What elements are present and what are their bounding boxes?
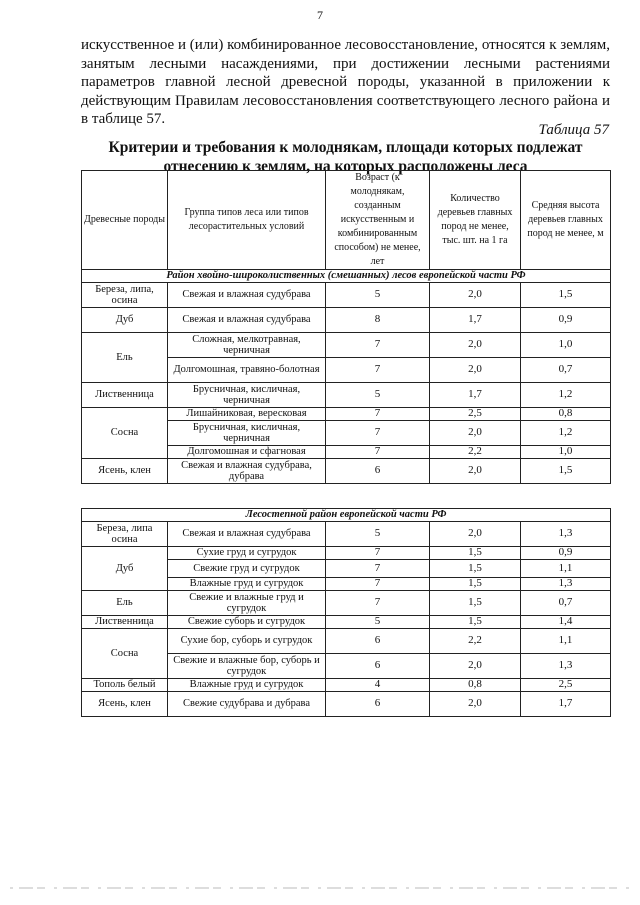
cell-age: 7	[326, 560, 430, 578]
cell-height: 0,7	[521, 358, 611, 383]
cell-count: 1,5	[430, 560, 521, 578]
cell-height: 1,4	[521, 616, 611, 629]
cell-age: 7	[326, 591, 430, 616]
table-label: Таблица 57	[538, 122, 609, 138]
cell-height: 1,3	[521, 578, 611, 591]
cell-height: 1,2	[521, 383, 611, 408]
cell-count: 2,0	[430, 522, 521, 547]
table-row	[82, 616, 611, 629]
cell-height: 1,1	[521, 629, 611, 654]
criteria-table-2	[81, 508, 611, 717]
cell-height: 2,5	[521, 679, 611, 692]
cell-age: 5	[326, 522, 430, 547]
cell-type: Свежая и влажная судубрава	[168, 308, 326, 333]
cell-type: Свежие и влажные груд и сугрудок	[168, 591, 326, 616]
cell-count: 1,5	[430, 616, 521, 629]
cell-species: Береза, липа осина	[82, 522, 168, 547]
cell-species: Ясень, клен	[82, 459, 168, 484]
table-title: Критерии и требования к молоднякам, площади которых подлежат отнесению к землям, на которых расположены леса	[108, 139, 583, 175]
cell-count: 2,2	[430, 446, 521, 459]
header-species: Древесные породы	[82, 171, 168, 270]
cell-count: 2,0	[430, 421, 521, 446]
cell-type: Сложная, мелкотравная, черничная	[168, 333, 326, 358]
cell-species: Сосна	[82, 629, 168, 679]
cell-height: 1,0	[521, 333, 611, 358]
cell-count: 1,5	[430, 578, 521, 591]
cell-age: 5	[326, 283, 430, 308]
cell-type: Свежие судубрава и дубрава	[168, 692, 326, 717]
cell-type: Сухие бор, суборь и сугрудок	[168, 629, 326, 654]
header-height: Средняя высота деревьев главных пород не менее, м	[521, 171, 611, 270]
cell-type: Лишайниковая, вересковая	[168, 408, 326, 421]
cell-height: 0,9	[521, 547, 611, 560]
cell-count: 2,0	[430, 459, 521, 484]
table-row	[82, 408, 611, 421]
cell-age: 8	[326, 308, 430, 333]
cell-height: 1,0	[521, 446, 611, 459]
cell-type: Свежие груд и сугрудок	[168, 560, 326, 578]
cell-age: 7	[326, 358, 430, 383]
cell-species: Дуб	[82, 308, 168, 333]
page-number: 7	[317, 8, 323, 22]
cell-height: 0,7	[521, 591, 611, 616]
cell-height: 1,7	[521, 692, 611, 717]
cell-age: 7	[326, 408, 430, 421]
table-row	[82, 679, 611, 692]
cell-type: Свежая и влажная судубрава	[168, 283, 326, 308]
cell-height: 1,3	[521, 654, 611, 679]
table-row	[82, 547, 611, 560]
cell-type: Влажные груд и сугрудок	[168, 578, 326, 591]
cell-height: 1,5	[521, 283, 611, 308]
table-row	[82, 333, 611, 358]
cell-species: Ясень, клен	[82, 692, 168, 717]
cell-count: 2,0	[430, 692, 521, 717]
table-row	[82, 692, 611, 717]
section-title-2: Лесостепной район европейской части РФ	[82, 509, 611, 522]
cell-count: 2,0	[430, 654, 521, 679]
cell-type: Свежие и влажные бор, суборь и сугрудок	[168, 654, 326, 679]
header-count: Количество деревьев главных пород не менее, тыс. шт. на 1 га	[430, 171, 521, 270]
cell-count: 2,0	[430, 333, 521, 358]
cell-age: 7	[326, 446, 430, 459]
cell-type: Долгомошная и сфагновая	[168, 446, 326, 459]
scan-noise-strip	[0, 884, 640, 892]
cell-type: Влажные груд и сугрудок	[168, 679, 326, 692]
cell-type: Свежие суборь и сугрудок	[168, 616, 326, 629]
header-forest-type: Группа типов леса или типов лесорастительных условий	[168, 171, 326, 270]
cell-species: Ель	[82, 333, 168, 383]
table-row	[82, 591, 611, 616]
section-title-1: Район хвойно-широколиственных (смешанных) лесов европейской части РФ	[82, 270, 611, 283]
cell-height: 1,2	[521, 421, 611, 446]
cell-species: Лиственница	[82, 383, 168, 408]
cell-age: 4	[326, 679, 430, 692]
table-row	[82, 459, 611, 484]
cell-species: Тополь белый	[82, 679, 168, 692]
header-age: Возраст (к молоднякам, созданным искусственным и комбинированным способом) не менее, лет	[326, 171, 430, 270]
cell-count: 1,7	[430, 383, 521, 408]
cell-count: 0,8	[430, 679, 521, 692]
cell-type: Сухие груд и сугрудок	[168, 547, 326, 560]
cell-count: 1,7	[430, 308, 521, 333]
criteria-table-1	[81, 170, 611, 484]
cell-age: 6	[326, 629, 430, 654]
table-row	[82, 629, 611, 654]
cell-age: 6	[326, 459, 430, 484]
cell-age: 7	[326, 333, 430, 358]
cell-count: 2,5	[430, 408, 521, 421]
cell-type: Брусничная, кисличная, черничная	[168, 421, 326, 446]
cell-count: 2,0	[430, 283, 521, 308]
cell-height: 0,9	[521, 308, 611, 333]
cell-age: 7	[326, 547, 430, 560]
cell-species: Ель	[82, 591, 168, 616]
table-row	[82, 383, 611, 408]
cell-height: 0,8	[521, 408, 611, 421]
cell-type: Свежая и влажная судубрава, дубрава	[168, 459, 326, 484]
cell-species: Береза, липа, осина	[82, 283, 168, 308]
cell-age: 5	[326, 383, 430, 408]
table-row	[82, 522, 611, 547]
table-row	[82, 283, 611, 308]
cell-species: Лиственница	[82, 616, 168, 629]
cell-species: Сосна	[82, 408, 168, 459]
cell-age: 6	[326, 692, 430, 717]
cell-count: 1,5	[430, 547, 521, 560]
body-paragraph: искусственное и (или) комбинированное лесовосстановление, относятся к землям, занятым лесными насаждениями, при достижении лесными растениями параметров главной лесной древесной породы, указанной в приложении к действующим Правилам лесовосстановления соответствующего лесного района и в таблице 57.	[81, 37, 610, 128]
cell-count: 2,2	[430, 629, 521, 654]
cell-height: 1,1	[521, 560, 611, 578]
cell-age: 7	[326, 578, 430, 591]
cell-species: Дуб	[82, 547, 168, 591]
cell-count: 1,5	[430, 591, 521, 616]
cell-age: 6	[326, 654, 430, 679]
cell-count: 2,0	[430, 358, 521, 383]
cell-height: 1,3	[521, 522, 611, 547]
cell-type: Свежая и влажная судубрава	[168, 522, 326, 547]
table-row	[82, 308, 611, 333]
cell-age: 5	[326, 616, 430, 629]
cell-type: Брусничная, кисличная, черничная	[168, 383, 326, 408]
cell-type: Долгомошная, травяно-болотная	[168, 358, 326, 383]
cell-height: 1,5	[521, 459, 611, 484]
cell-age: 7	[326, 421, 430, 446]
